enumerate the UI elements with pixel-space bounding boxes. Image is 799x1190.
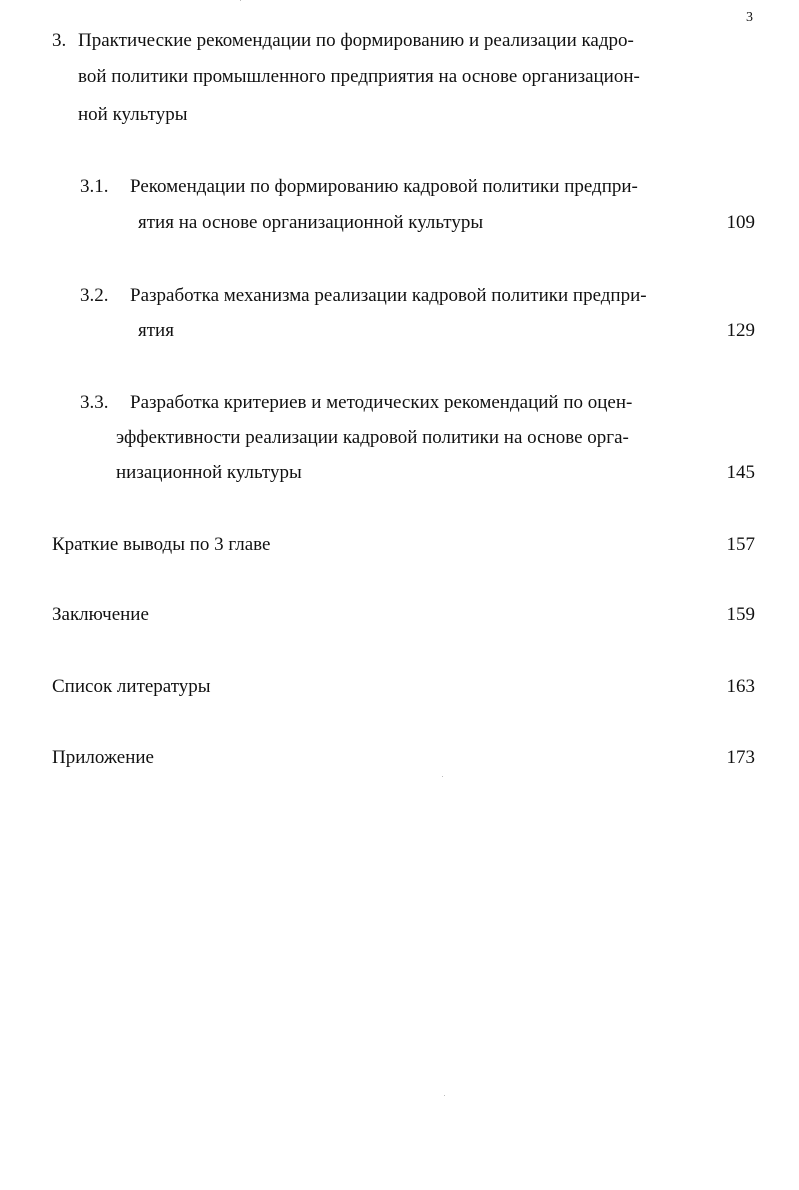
chapter-title-line: Практические рекомендации по формированию и реализации кадро- — [78, 30, 634, 51]
chapter-title-line: вой политики промышленного предприятия на основе организацион- — [78, 66, 640, 87]
chapter-title-line: ной культуры — [78, 104, 188, 125]
entry-page: 159 — [726, 604, 755, 625]
section-title-line: Разработка критериев и методических рекомендаций по оцен- — [130, 392, 633, 413]
section-title-line: Разработка механизма реализации кадровой политики предпри- — [130, 285, 647, 306]
scan-speck — [444, 1095, 445, 1096]
section-page: 109 — [726, 212, 755, 233]
section-number: 3.2. — [80, 285, 109, 306]
entry-page: 173 — [726, 747, 755, 768]
section-page: 145 — [726, 462, 755, 483]
section-number: 3.3. — [80, 392, 109, 413]
section-title-line: Рекомендации по формированию кадровой политики предпри- — [130, 176, 638, 197]
entry-title: Краткие выводы по 3 главе — [52, 534, 271, 555]
entry-title: Заключение — [52, 604, 149, 625]
section-page: 129 — [726, 320, 755, 341]
scan-speck — [442, 776, 443, 777]
entry-title: Приложение — [52, 747, 154, 768]
section-title-line: низационной культуры — [116, 462, 302, 483]
section-number: 3.1. — [80, 176, 109, 197]
entry-page: 163 — [726, 676, 755, 697]
entry-title: Список литературы — [52, 676, 211, 697]
section-title-line: эффективности реализации кадровой политики на основе орга- — [116, 427, 629, 448]
scan-speck — [240, 0, 241, 1]
chapter-number: 3. — [52, 30, 67, 51]
page-number: 3 — [746, 10, 753, 25]
section-title-line: ятия — [138, 320, 174, 341]
section-title-line: ятия на основе организационной культуры — [138, 212, 484, 233]
entry-page: 157 — [726, 534, 755, 555]
